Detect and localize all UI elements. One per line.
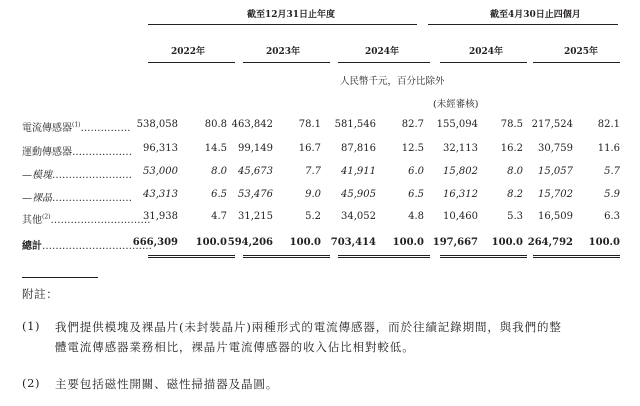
cell-percent: 8.0 — [211, 166, 227, 177]
cell-percent: 6.0 — [408, 166, 424, 177]
note-1-line-2: 體電流傳感器業務相比，裸晶片電流傳感器的收入佔比相對較低。 — [55, 340, 415, 354]
cell-amount: 96,313 — [143, 143, 178, 154]
cell-amount: 15,802 — [443, 166, 478, 177]
cell-percent: 6.3 — [604, 211, 620, 222]
header-year-2025-4m: 2025年 — [564, 47, 599, 57]
unit-caption: 人民幣千元，百分比除外 — [340, 76, 445, 87]
total-rule-2023 — [243, 255, 330, 258]
row-label-text: 運動傳感器 — [22, 147, 72, 158]
cell-amount: 538,058 — [136, 119, 178, 130]
cell-percent: 5.9 — [604, 189, 620, 200]
cell-amount: 217,524 — [531, 119, 573, 130]
note-1-line-1: 我們提供模塊及裸晶片(未封裝晶片)兩種形式的電流傳感器，而於往績記錄期間，與我們的整 — [55, 320, 562, 334]
cell-percent: 78.5 — [500, 119, 523, 130]
cell-percent: 8.2 — [507, 189, 523, 200]
cell-amount: 45,673 — [238, 166, 273, 177]
cell-percent: 100.0 — [588, 237, 620, 248]
header-rule-fy — [148, 24, 417, 25]
cell-percent: 100.0 — [195, 237, 227, 248]
row-leader-dots: ………………………… — [50, 215, 151, 226]
cell-amount: 155,094 — [436, 119, 478, 130]
cell-amount: 53,476 — [238, 189, 273, 200]
cell-amount: 463,842 — [231, 119, 273, 130]
header-rule-2023 — [243, 62, 330, 63]
cell-percent: 14.5 — [204, 143, 227, 154]
header-group-4m: 截至4月30日止四個月 — [490, 10, 581, 20]
cell-amount: 264,792 — [527, 237, 573, 248]
cell-amount: 15,057 — [538, 166, 573, 177]
cell-amount: 594,206 — [227, 237, 273, 248]
header-year-2022: 2022年 — [171, 47, 206, 57]
cell-amount: 30,759 — [538, 143, 573, 154]
cell-percent: 9.0 — [305, 189, 321, 200]
cell-percent: 12.5 — [401, 143, 424, 154]
unaudited-caption: (未經審核) — [433, 99, 479, 110]
cell-percent: 82.1 — [597, 119, 620, 130]
cell-percent: 5.2 — [305, 211, 321, 222]
row-footnote-ref: (2) — [42, 213, 51, 221]
cell-amount: 99,149 — [238, 143, 273, 154]
cell-percent: 5.3 — [507, 211, 523, 222]
total-rule-2024-4m — [440, 255, 527, 258]
cell-amount: 666,309 — [132, 237, 178, 248]
cell-amount: 581,546 — [334, 119, 376, 130]
row-leader-dots: …………………… — [52, 193, 132, 204]
cell-amount: 45,905 — [341, 189, 376, 200]
row-label — [22, 143, 132, 158]
cell-amount: 31,938 — [143, 211, 178, 222]
note-2-marker: (2) — [22, 376, 41, 390]
cell-percent: 6.5 — [408, 189, 424, 200]
row-leader-dots: …………… — [80, 123, 131, 134]
row-label — [22, 189, 132, 204]
row-label — [22, 166, 132, 181]
cell-percent: 5.7 — [604, 166, 620, 177]
row-label — [22, 211, 151, 226]
row-leader-dots: …………………… — [52, 170, 132, 181]
cell-amount: 43,313 — [143, 189, 178, 200]
row-label — [22, 119, 131, 134]
cell-percent: 8.0 — [507, 166, 523, 177]
note-1-marker: (1) — [22, 319, 41, 333]
cell-amount: 34,052 — [341, 211, 376, 222]
cell-amount: 197,667 — [432, 237, 478, 248]
cell-percent: 100.0 — [289, 237, 321, 248]
cell-percent: 82.7 — [401, 119, 424, 130]
header-group-fy: 截至12月31日止年度 — [247, 10, 336, 20]
header-rule-2022 — [148, 62, 235, 63]
cell-amount: 16,509 — [538, 211, 573, 222]
row-label-text: —裸晶 — [22, 193, 52, 204]
cell-percent: 6.5 — [211, 189, 227, 200]
cell-percent: 80.8 — [204, 119, 227, 130]
row-footnote-ref: (1) — [72, 121, 81, 129]
row-leader-dots: …………………………… — [42, 241, 152, 252]
header-rule-2025-4m — [533, 62, 620, 63]
total-rule-2025-4m — [533, 255, 620, 258]
header-year-2024: 2024年 — [365, 47, 400, 57]
cell-percent: 100.0 — [392, 237, 424, 248]
notes-title: 附註： — [22, 287, 59, 301]
cell-amount: 15,702 — [538, 189, 573, 200]
cell-amount: 703,414 — [330, 237, 376, 248]
row-label-text: 總計 — [22, 241, 42, 252]
row-label-text: 其他 — [22, 215, 42, 226]
cell-percent: 4.8 — [408, 211, 424, 222]
cell-amount: 32,113 — [443, 143, 478, 154]
header-rule-4m — [428, 24, 618, 25]
cell-percent: 4.7 — [211, 211, 227, 222]
cell-amount: 10,460 — [443, 211, 478, 222]
row-label-text: —模塊 — [22, 170, 52, 181]
cell-percent: 100.0 — [491, 237, 523, 248]
header-rule-2024 — [338, 62, 430, 63]
cell-amount: 16,312 — [443, 189, 478, 200]
header-rule-2024-4m — [440, 62, 527, 63]
cell-percent: 7.7 — [305, 166, 321, 177]
row-label-text: 電流傳感器 — [22, 123, 72, 134]
row-leader-dots: ……………… — [72, 147, 132, 158]
cell-amount: 53,000 — [143, 166, 178, 177]
total-rule-2022 — [148, 255, 235, 258]
header-year-2023: 2023年 — [266, 47, 301, 57]
cell-percent: 11.6 — [597, 143, 620, 154]
total-rule-2024 — [338, 255, 430, 258]
cell-amount: 31,215 — [238, 211, 273, 222]
cell-amount: 87,816 — [341, 143, 376, 154]
cell-percent: 78.1 — [298, 119, 321, 130]
cell-amount: 41,911 — [341, 166, 376, 177]
notes-rule — [22, 277, 98, 278]
cell-percent: 16.7 — [298, 143, 321, 154]
header-year-2024-4m: 2024年 — [469, 47, 504, 57]
note-2-text: 主要包括磁性開關、磁性掃描器及晶圓。 — [55, 377, 279, 391]
cell-percent: 16.2 — [500, 143, 523, 154]
